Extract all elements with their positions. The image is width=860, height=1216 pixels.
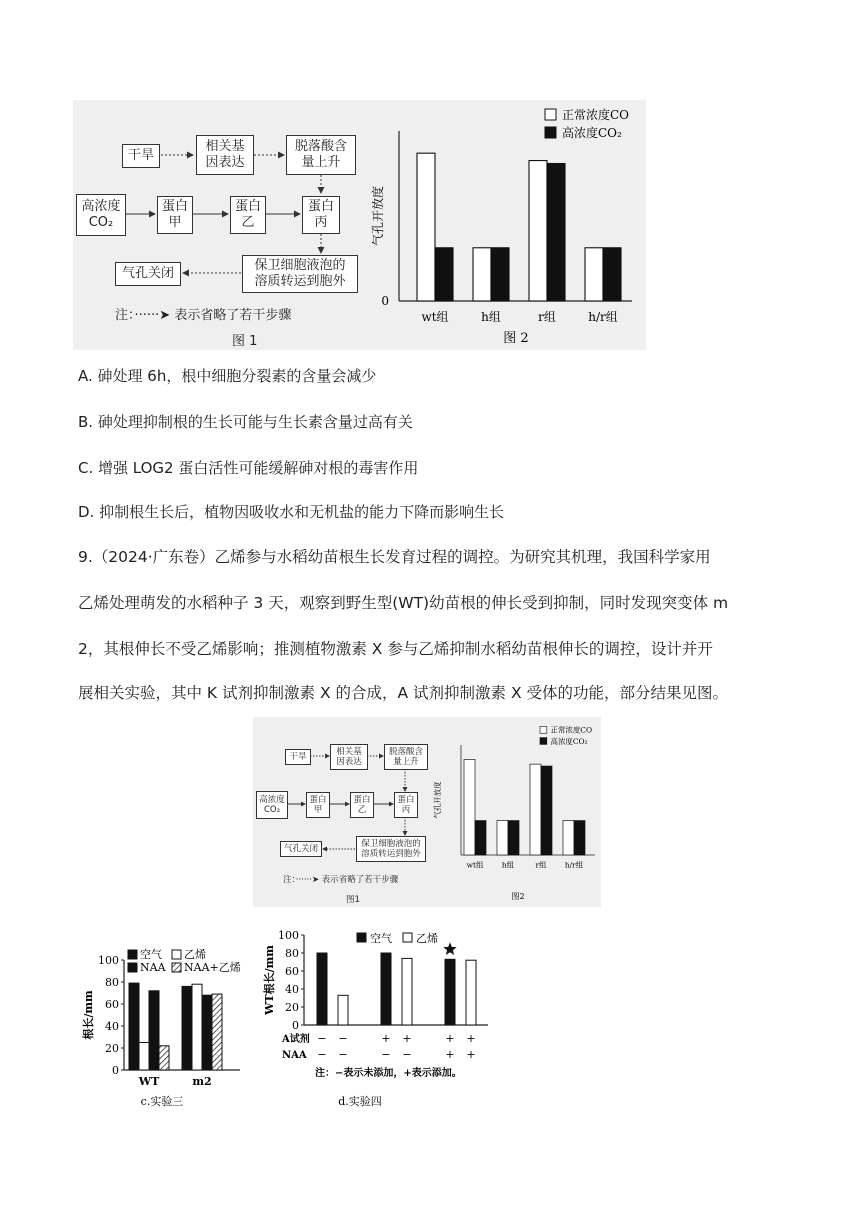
aba-label: 脱落酸含 量上升	[294, 139, 347, 170]
x-tick-label: WT	[138, 1075, 160, 1088]
stomata-chart-small	[430, 717, 601, 907]
bar-r组-正常浓度CO	[530, 764, 541, 855]
legend-label: 乙烯	[416, 932, 438, 945]
legend-label: 高浓度CO₂	[562, 126, 622, 140]
y-tick-label: 100	[278, 929, 299, 942]
protein-c-box-small: 蛋白 丙	[394, 792, 418, 818]
chart-caption: 图2	[511, 892, 525, 901]
drought-box-small: 干旱	[285, 749, 311, 765]
legend-label: NAA+乙烯	[184, 961, 241, 974]
legend-label: 高浓度CO₂	[550, 736, 588, 746]
row-a-sign: +	[445, 1032, 455, 1045]
protein-b-box-small: 蛋白 乙	[350, 792, 374, 818]
y-tick-label: 0	[112, 1064, 119, 1077]
bar-h组-高浓度CO₂	[491, 248, 509, 301]
guard-cell-label: 保卫细胞液泡的 溶质转运到胞外	[254, 258, 346, 289]
bar-m2-NAA+乙烯	[212, 994, 222, 1070]
co2-box-small: 高浓度 CO₂	[256, 791, 288, 819]
bar-h/r组-正常浓度CO	[563, 821, 574, 855]
legend-label: NAA	[140, 961, 166, 974]
experiment4-chart	[260, 925, 510, 1115]
y-tick-label: 80	[285, 947, 299, 960]
y-tick-label: 60	[285, 965, 299, 978]
bar-h/r组-正常浓度CO	[585, 248, 603, 301]
y-axis-label: WT根长/mm	[263, 945, 276, 1015]
bar-WT-乙烯	[139, 1043, 149, 1071]
row-naa-sign: −	[381, 1048, 391, 1061]
legend-swatch	[540, 726, 547, 733]
x-tick-label: wt组	[466, 860, 484, 870]
legend-swatch	[403, 933, 412, 942]
y-axis-label: 气孔开放度	[371, 185, 385, 247]
chart-caption: d.实验四	[338, 1095, 382, 1108]
x-tick-label: wt组	[421, 310, 449, 324]
legend-label: 空气	[140, 948, 162, 961]
bar-wt组-高浓度CO₂	[435, 248, 453, 301]
row-naa-sign: −	[402, 1048, 412, 1061]
chart-caption: c.实验三	[140, 1095, 184, 1108]
option-c: C. 增强 LOG2 蛋白活性可能缓解砷对根的毒害作用	[78, 459, 419, 477]
row-label-a-reagent: A试剂	[282, 1034, 310, 1045]
protein-b-label: 蛋白 乙	[234, 199, 261, 230]
legend-swatch	[128, 963, 137, 972]
row-naa-sign: −	[317, 1048, 327, 1061]
bar-WT-NAA	[149, 991, 159, 1070]
guard-cell-box-small: 保卫细胞液泡的 溶质转运到胞外	[356, 836, 426, 862]
figure1-caption-small: 图1	[346, 895, 360, 905]
bar-group1-ethylene	[338, 995, 348, 1025]
row-label-naa: NAA	[282, 1050, 307, 1061]
stoma-close-box-small: 气孔关闭	[280, 841, 322, 857]
bar-group2-ethylene	[402, 958, 412, 1025]
stomata-chart-large	[370, 100, 646, 350]
row-a-sign: −	[317, 1032, 327, 1045]
x-tick-label: r组	[535, 860, 547, 870]
y-tick-label: 0	[292, 1019, 299, 1032]
bar-wt组-高浓度CO₂	[475, 821, 486, 855]
row-a-sign: +	[381, 1032, 391, 1045]
bar-r组-高浓度CO₂	[541, 766, 552, 855]
co2-label: 高浓度 CO₂	[81, 199, 121, 230]
y-tick-label: 60	[105, 998, 119, 1011]
option-a: A. 砷处理 6h，根中细胞分裂素的含量会减少	[78, 367, 377, 385]
bar-group1-air	[317, 953, 327, 1025]
drought-label: 干旱	[127, 148, 154, 164]
x-tick-label: h/r组	[564, 860, 584, 870]
bar-h组-高浓度CO₂	[508, 821, 519, 855]
aba-box-small: 脱落酸含 量上升	[384, 744, 428, 770]
bar-group2-air	[381, 953, 391, 1025]
experiment3-chart	[80, 940, 255, 1110]
y-tick-label: 20	[285, 1001, 299, 1014]
protein-a-label: 蛋白 甲	[161, 199, 188, 230]
bar-m2-NAA	[202, 995, 212, 1070]
row-naa-sign: +	[445, 1048, 455, 1061]
x-tick-label: h组	[481, 310, 501, 324]
legend-swatch	[545, 127, 556, 138]
stoma-close-label: 气孔关闭	[121, 266, 174, 282]
star-marker-icon	[443, 942, 456, 955]
row-naa-sign: +	[466, 1048, 476, 1061]
legend-swatch	[172, 963, 181, 972]
x-tick-label: m2	[192, 1075, 212, 1088]
bar-h组-正常浓度CO	[473, 248, 491, 301]
bar-m2-空气	[182, 986, 192, 1070]
y-tick-label: 100	[98, 954, 119, 967]
y-axis-label: 根长/mm	[82, 990, 95, 1040]
x-tick-label: h组	[501, 860, 515, 870]
flow-arrows-1	[73, 100, 393, 300]
chart-caption: 图 2	[503, 331, 529, 346]
row-naa-sign: −	[338, 1048, 348, 1061]
bar-wt组-正常浓度CO	[464, 759, 475, 855]
legend-label: 空气	[370, 932, 392, 945]
x-tick-label: h/r组	[588, 310, 618, 324]
question9-line4: 展相关实验，其中 K 试剂抑制激素 X 的合成，A 试剂抑制激素 X 受体的功能，部分结果见图。	[78, 684, 728, 702]
bar-r组-正常浓度CO	[529, 161, 547, 301]
row-a-sign: +	[466, 1032, 476, 1045]
legend-label: 正常浓度CO	[550, 725, 593, 735]
experiment4-note: 注：−表示未添加，+表示添加。	[315, 1068, 462, 1079]
y-tick-label: 20	[105, 1042, 119, 1055]
y-tick-label: 40	[105, 1020, 119, 1033]
option-b: B. 砷处理抑制根的生长可能与生长素含量过高有关	[78, 413, 413, 431]
protein-c-label: 蛋白 丙	[307, 199, 334, 230]
gene-box-small: 相关基 因表达	[330, 744, 368, 770]
y-tick-label: 40	[285, 983, 299, 996]
x-tick-label: r组	[538, 310, 556, 324]
legend-label: 乙烯	[184, 948, 206, 961]
legend-swatch	[128, 950, 137, 959]
question9-line3: 2，其根伸长不受乙烯影响；推测植物激素 X 参与乙烯抑制水稻幼苗根伸长的调控，设计并开	[78, 640, 713, 658]
legend-swatch	[540, 738, 547, 745]
bar-h/r组-高浓度CO₂	[574, 821, 585, 855]
question9-line1: 9.（2024·广东卷）乙烯参与水稻幼苗根生长发育过程的调控。为研究其机理，我国科学家用	[78, 548, 711, 566]
figure1-caption: 图 1	[232, 334, 258, 349]
gene-label: 相关基 因表达	[205, 139, 245, 170]
row-a-sign: +	[402, 1032, 412, 1045]
bar-m2-乙烯	[192, 984, 202, 1070]
bar-group3-ethylene	[466, 960, 476, 1025]
option-d: D. 抑制根生长后，植物因吸收水和无机盐的能力下降而影响生长	[78, 503, 505, 521]
y-tick-label: 80	[105, 976, 119, 989]
bar-r组-高浓度CO₂	[547, 164, 565, 301]
y-axis-label: 气孔开放度	[433, 781, 442, 819]
bar-WT-空气	[129, 983, 139, 1070]
y-tick-label: 0	[381, 294, 389, 308]
bar-h/r组-高浓度CO₂	[603, 248, 621, 301]
legend-swatch	[545, 109, 556, 120]
bar-group3-air	[445, 959, 455, 1025]
legend-swatch	[172, 950, 181, 959]
bar-wt组-正常浓度CO	[417, 153, 435, 301]
flow-note-small: 注：······➤ 表示省略了若干步骤	[283, 875, 399, 885]
flow-arrows-small	[253, 717, 453, 877]
protein-a-box-small: 蛋白 甲	[306, 792, 330, 818]
question9-line2: 乙烯处理萌发的水稻种子 3 天，观察到野生型(WT)幼苗根的伸长受到抑制，同时发现突变体 m	[78, 594, 729, 612]
row-a-sign: −	[338, 1032, 348, 1045]
legend-label: 正常浓度CO	[562, 108, 630, 122]
bar-h组-正常浓度CO	[497, 821, 508, 855]
legend-swatch	[357, 933, 366, 942]
bar-WT-NAA+乙烯	[159, 1046, 169, 1070]
flow-note: 注：······➤ 表示省略了若干步骤	[115, 308, 292, 323]
